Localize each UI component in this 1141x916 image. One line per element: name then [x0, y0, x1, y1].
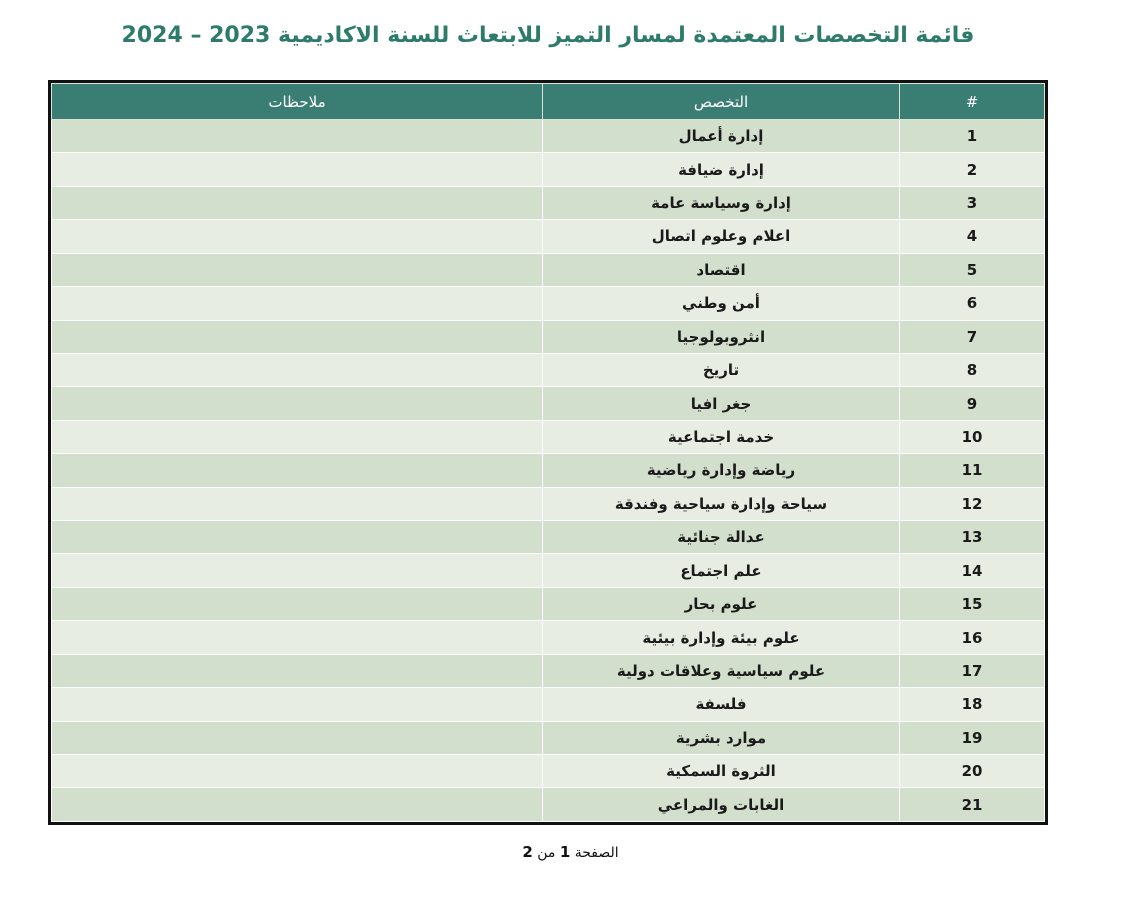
cell-notes: [52, 721, 543, 754]
cell-specialization: سياحة وإدارة سياحية وفندقة: [543, 487, 900, 520]
cell-notes: [52, 654, 543, 687]
cell-number: 17: [900, 654, 1045, 687]
page-number: [0, 843, 1141, 861]
cell-specialization: أمن وطني: [543, 287, 900, 320]
cell-notes: [52, 120, 543, 153]
table-header-row: [52, 84, 1045, 120]
cell-number: 14: [900, 554, 1045, 587]
cell-number: 11: [900, 454, 1045, 487]
cell-number: 7: [900, 320, 1045, 353]
cell-notes: [52, 353, 543, 386]
cell-notes: [52, 253, 543, 286]
cell-specialization: علم اجتماع: [543, 554, 900, 587]
table-row: [52, 654, 1045, 687]
cell-number: 3: [900, 186, 1045, 219]
cell-notes: [52, 587, 543, 620]
cell-specialization: جغر افيا: [543, 387, 900, 420]
cell-specialization: اقتصاد: [543, 253, 900, 286]
column-header-notes: ملاحظات: [52, 84, 543, 120]
table-row: [52, 420, 1045, 453]
cell-notes: [52, 621, 543, 654]
cell-specialization: موارد بشرية: [543, 721, 900, 754]
column-header-number: #: [900, 84, 1045, 120]
cell-specialization: رياضة وإدارة رياضية: [543, 454, 900, 487]
cell-number: 16: [900, 621, 1045, 654]
cell-notes: [52, 554, 543, 587]
cell-number: 2: [900, 153, 1045, 186]
table-row: [52, 688, 1045, 721]
cell-notes: [52, 420, 543, 453]
cell-notes: [52, 755, 543, 788]
cell-number: 1: [900, 120, 1045, 153]
table-row: [52, 587, 1045, 620]
table-row: [52, 721, 1045, 754]
table-row: [52, 554, 1045, 587]
cell-notes: [52, 186, 543, 219]
cell-specialization: انثروبولوجيا: [543, 320, 900, 353]
cell-specialization: علوم بحار: [543, 587, 900, 620]
cell-number: 4: [900, 220, 1045, 253]
page-of: من: [537, 845, 556, 861]
cell-specialization: تاريخ: [543, 353, 900, 386]
cell-specialization: فلسفة: [543, 688, 900, 721]
cell-specialization: إدارة أعمال: [543, 120, 900, 153]
cell-notes: [52, 387, 543, 420]
table-row: [52, 186, 1045, 219]
table-row: [52, 353, 1045, 386]
cell-specialization: اعلام وعلوم اتصال: [543, 220, 900, 253]
cell-specialization: الثروة السمكية: [543, 755, 900, 788]
cell-notes: [52, 287, 543, 320]
cell-number: 15: [900, 587, 1045, 620]
cell-specialization: علوم بيئة وإدارة بيئية: [543, 621, 900, 654]
column-header-specialization: التخصص: [543, 84, 900, 120]
table-row: [52, 521, 1045, 554]
cell-number: 20: [900, 755, 1045, 788]
cell-specialization: عدالة جنائية: [543, 521, 900, 554]
cell-specialization: خدمة اجتماعية: [543, 420, 900, 453]
cell-number: 19: [900, 721, 1045, 754]
page-label: الصفحة: [574, 845, 619, 861]
page-current: 1: [559, 843, 571, 861]
cell-specialization: إدارة ضيافة: [543, 153, 900, 186]
table-row: [52, 120, 1045, 153]
cell-number: 18: [900, 688, 1045, 721]
specializations-table: [51, 83, 1045, 822]
cell-number: 21: [900, 788, 1045, 822]
table-row: [52, 287, 1045, 320]
cell-notes: [52, 320, 543, 353]
table-row: [52, 220, 1045, 253]
cell-specialization: الغابات والمراعي: [543, 788, 900, 822]
cell-notes: [52, 688, 543, 721]
cell-number: 8: [900, 353, 1045, 386]
cell-number: 12: [900, 487, 1045, 520]
page-total: 2: [522, 843, 533, 861]
cell-notes: [52, 521, 543, 554]
cell-notes: [52, 487, 543, 520]
table-row: [52, 755, 1045, 788]
table-row: [52, 487, 1045, 520]
cell-number: 6: [900, 287, 1045, 320]
table-row: [52, 253, 1045, 286]
table-row: [52, 788, 1045, 822]
table-row: [52, 320, 1045, 353]
cell-specialization: إدارة وسياسة عامة: [543, 186, 900, 219]
table-row: [52, 454, 1045, 487]
cell-notes: [52, 220, 543, 253]
table-row: [52, 153, 1045, 186]
cell-notes: [52, 153, 543, 186]
cell-notes: [52, 454, 543, 487]
cell-number: 9: [900, 387, 1045, 420]
page-title: قائمة التخصصات المعتمدة لمسار التميز للابتعاث للسنة الاكاديمية 2023 – 2024: [121, 23, 975, 48]
specializations-table-frame: [48, 80, 1048, 825]
table-row: [52, 387, 1045, 420]
cell-number: 5: [900, 253, 1045, 286]
table-body: [52, 120, 1045, 822]
cell-specialization: علوم سياسية وعلاقات دولية: [543, 654, 900, 687]
cell-notes: [52, 788, 543, 822]
cell-number: 13: [900, 521, 1045, 554]
cell-number: 10: [900, 420, 1045, 453]
table-row: [52, 621, 1045, 654]
